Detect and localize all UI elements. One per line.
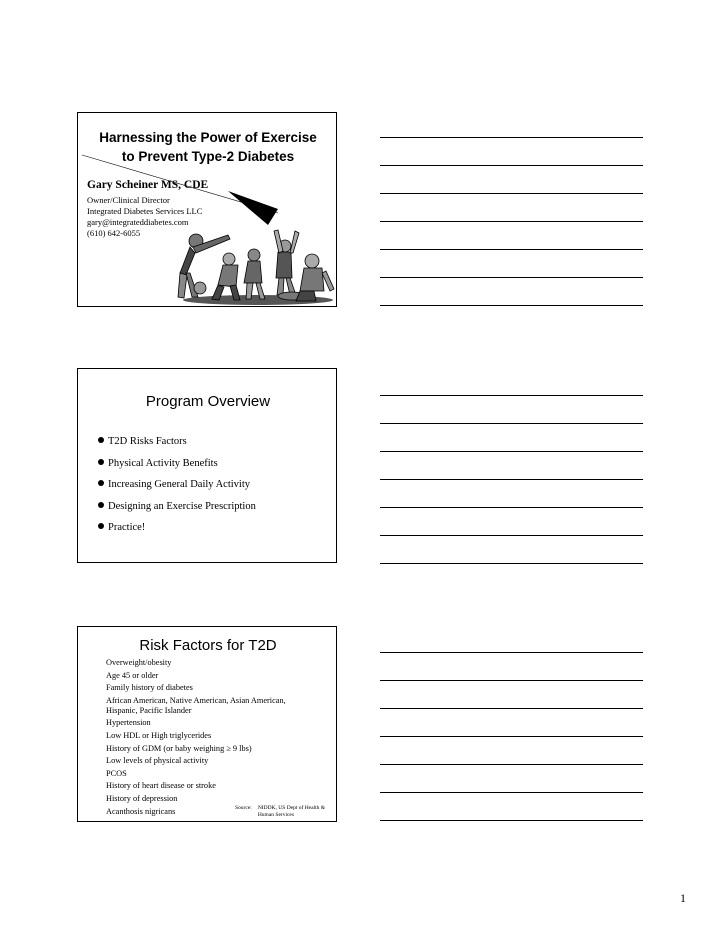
note-line xyxy=(380,451,643,452)
slide-1 xyxy=(77,112,337,307)
note-line xyxy=(380,395,643,396)
note-line xyxy=(380,193,643,194)
note-line xyxy=(380,820,643,821)
title-line-1: Harnessing the Power of Exercise xyxy=(99,130,317,145)
note-line xyxy=(380,305,643,306)
list-item xyxy=(98,521,256,543)
list-item-text: Physical Activity Benefits xyxy=(108,457,218,469)
risk-factor-list xyxy=(106,658,306,819)
slide-3 xyxy=(77,626,337,822)
note-line xyxy=(380,423,643,424)
note-line xyxy=(380,277,643,278)
list-item-text: Designing an Exercise Prescription xyxy=(108,500,256,512)
slide-2 xyxy=(77,368,337,563)
list-item: Acanthosis nigricans xyxy=(106,806,176,816)
slide-3-title: Risk Factors for T2D xyxy=(139,637,277,654)
list-item xyxy=(98,457,256,479)
presenter-role: Owner/Clinical Director xyxy=(87,195,170,205)
list-item: African American, Native American, Asian American, Hispanic, Pacific Islander xyxy=(106,695,286,715)
bullet-icon xyxy=(98,523,104,529)
note-line xyxy=(380,792,643,793)
list-item: History of GDM (or baby weighing ≥ 9 lbs) xyxy=(106,743,252,753)
list-item xyxy=(98,478,256,500)
overview-list xyxy=(98,435,256,543)
note-line xyxy=(380,137,643,138)
list-item: Low levels of physical activity xyxy=(106,756,209,766)
note-line xyxy=(380,479,643,480)
presenter-name: Gary Scheiner MS, CDE xyxy=(87,179,209,191)
source-text: NIDDK, US Dept of Health & Human Services xyxy=(257,805,326,818)
source-citation xyxy=(235,805,330,819)
presenter-company: Integrated Diabetes Services LLC xyxy=(87,206,203,216)
slide-1-title xyxy=(78,128,337,166)
note-line xyxy=(380,708,643,709)
presenter-phone: (610) 642-6055 xyxy=(87,228,141,238)
bullet-icon xyxy=(98,459,104,465)
list-item xyxy=(98,500,256,522)
list-item: PCOS xyxy=(106,768,127,778)
list-item: Family history of diabetes xyxy=(106,683,193,693)
list-item-text: Practice! xyxy=(108,522,146,533)
bullet-icon xyxy=(98,502,104,508)
list-item: Low HDL or High triglycerides xyxy=(106,730,212,740)
bullet-icon xyxy=(98,437,104,443)
note-line xyxy=(380,736,643,737)
source-label: Source: xyxy=(235,805,252,811)
list-item xyxy=(98,435,256,457)
slide-2-title: Program Overview xyxy=(145,393,271,410)
title-line-2: to Prevent Type-2 Diabetes xyxy=(121,149,295,164)
note-line xyxy=(380,652,643,653)
list-item: Hypertension xyxy=(106,718,151,728)
note-line xyxy=(380,507,643,508)
note-line xyxy=(380,249,643,250)
list-item-text: Increasing General Daily Activity xyxy=(108,479,250,490)
presenter-email: gary@integrateddiabetes.com xyxy=(87,217,189,227)
note-line xyxy=(380,535,643,536)
note-line xyxy=(380,764,643,765)
list-item-text: T2D Risks Factors xyxy=(108,436,187,447)
list-item: History of heart disease or stroke xyxy=(106,781,216,791)
list-item: History of depression xyxy=(106,793,178,803)
list-item: Age 45 or older xyxy=(106,670,159,680)
page-number: 1 xyxy=(680,891,686,905)
note-line xyxy=(380,221,643,222)
note-line xyxy=(380,680,643,681)
presenter-details xyxy=(87,195,202,239)
note-line xyxy=(380,165,643,166)
bullet-icon xyxy=(98,480,104,486)
list-item: Overweight/obesity xyxy=(106,658,172,667)
note-line xyxy=(380,563,643,564)
